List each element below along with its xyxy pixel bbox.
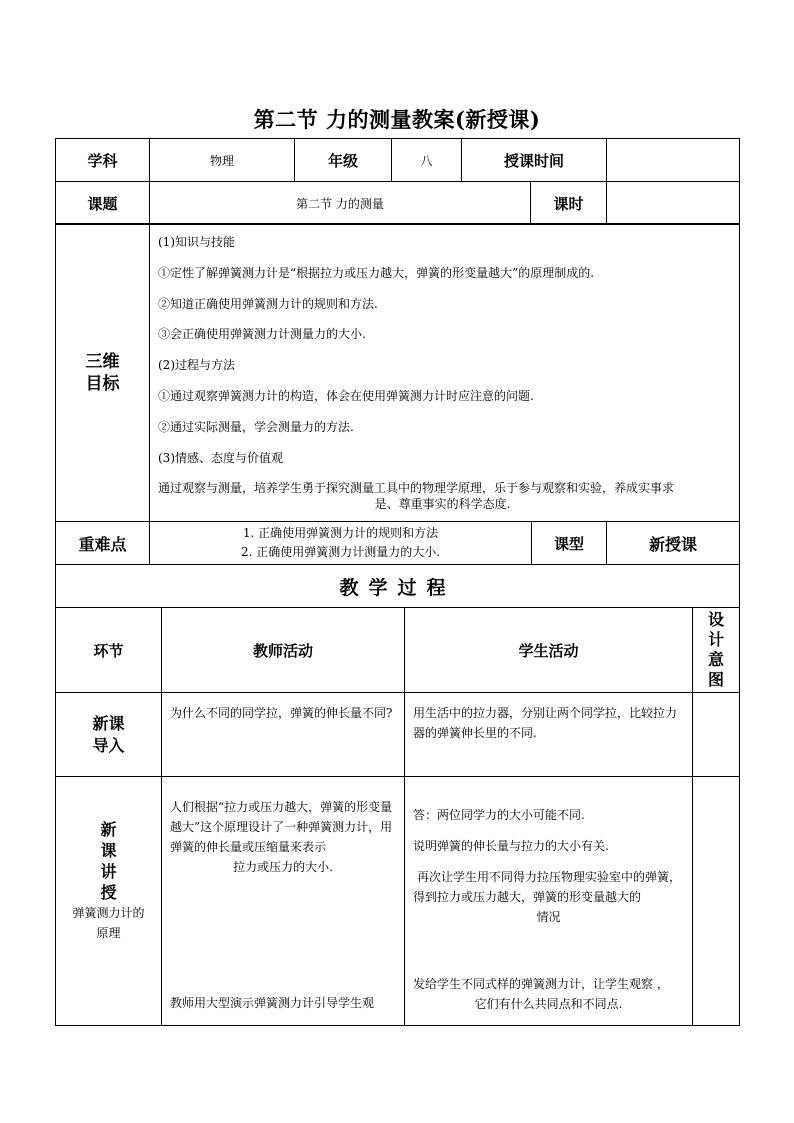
teacher-activity-intro <box>162 693 405 777</box>
topic-value: 第二节 力的测量 <box>150 182 531 225</box>
document-title: 第二节 力的测量教案(新授课) <box>253 107 541 132</box>
stage-char: 讲 <box>100 862 117 881</box>
key-points-label: 重难点 <box>56 522 150 565</box>
student-text: 情况 <box>536 910 561 924</box>
student-activity-lesson <box>405 777 693 1026</box>
subject-label: 学科 <box>56 139 150 182</box>
col-student-header: 学生活动 <box>405 608 693 693</box>
student-activity-text: 用生活中的拉力器，分别让两个同学拉，比较拉力器的弹簧伸长里的不同. <box>413 706 678 740</box>
design-char: 计 <box>708 630 725 649</box>
objective-item: (3)情感、态度与价值观 <box>158 450 283 465</box>
subject-value: 物理 <box>150 139 295 182</box>
student-text: 说明弹簧的伸长量与拉力的大小有关. <box>413 839 609 853</box>
key-point-2: 2. 正确使用弹簧测力计测量力的大小. <box>240 545 441 559</box>
lesson-type-value: 新授课 <box>607 522 740 565</box>
key-points-content <box>150 522 532 565</box>
stage-new-lesson <box>56 777 162 1026</box>
student-activity-intro <box>405 693 693 777</box>
objective-item: (1)知识与技能 <box>158 235 235 249</box>
col-stage-header: 环节 <box>56 608 162 693</box>
stage-subtitle-line1: 弹簧测力计的 <box>72 906 145 920</box>
stage-subtitle <box>56 903 161 943</box>
teacher-activity-text: 为什么不同的同学拉，弹簧的伸长量不同? <box>170 706 393 720</box>
col-teacher-header: 教师活动 <box>162 608 405 693</box>
grade-value: 八 <box>392 139 462 182</box>
lesson-info-table <box>55 138 740 225</box>
objective-last-line1: 通过观察与测量，培养学生勇于探究测量工具中的物理学原理，乐于参与观察和实验，养成实事求 <box>158 481 675 496</box>
lesson-type-label: 课型 <box>532 522 607 565</box>
design-char: 图 <box>708 670 725 689</box>
teacher-text: 教师用大型演示弹簧测力计引导学生观 <box>170 996 375 1010</box>
design-char: 意 <box>708 650 725 669</box>
student-text: 发给学生不同式样的弹簧测力计，让学生观察 ， <box>413 977 669 991</box>
objective-last-line2: 是、尊重事实的科学态度. <box>374 497 511 512</box>
stage-intro <box>56 693 162 777</box>
objectives-label-line1: 三维 <box>85 351 120 372</box>
objective-item: ②通过实际测量，学会测量力的方法. <box>158 419 354 434</box>
process-heading: 教学过程 <box>56 565 740 608</box>
objective-item: ②知道正确使用弹簧测力计的规则和方法. <box>158 296 378 311</box>
objectives-label <box>56 224 150 522</box>
stage-intro-line2: 导入 <box>92 735 125 755</box>
time-value <box>607 139 740 182</box>
grade-label: 年级 <box>295 139 392 182</box>
student-text: 再次让学生用不同得力拉压物理实验室中的弹簧，得到拉力或压力越大，弹簧的形变量越大的 <box>413 870 682 904</box>
stage-subtitle-line2: 原理 <box>96 926 121 940</box>
student-text: 答：两位同学力的大小可能不同. <box>413 808 585 822</box>
objective-item: ①定性了解弹簧测力计是“根据拉力或压力越大，弹簧的形变量越大”的原理制成的. <box>158 265 595 280</box>
objective-item: ①通过观察弹簧测力计的构造，体会在使用弹簧测力计时应注意的问题. <box>158 388 534 403</box>
stage-new-lesson-title <box>56 819 161 903</box>
design-intent-lesson <box>693 777 740 1026</box>
col-design-header <box>693 608 740 693</box>
stage-intro-line1: 新课 <box>92 713 125 733</box>
period-label: 课时 <box>531 182 607 225</box>
objectives-table <box>55 223 740 565</box>
topic-label: 课题 <box>56 182 150 225</box>
period-value <box>607 182 740 225</box>
time-label: 授课时间 <box>462 139 607 182</box>
teacher-text: 人们根据“拉力或压力越大，弹簧的形变量越大”这个原理设计了一种弹簧测力计，用弹簧的伸长量或压缩量来表示 <box>170 800 393 854</box>
objective-item: (2)过程与方法 <box>158 358 235 373</box>
stage-char: 授 <box>100 883 117 902</box>
key-point-1: 1. 正确使用弹簧测力计的规则和方法 <box>242 526 439 540</box>
stage-char: 新 <box>100 820 117 839</box>
objectives-content <box>150 224 740 522</box>
objective-item <box>158 480 727 512</box>
process-table <box>55 564 740 1026</box>
design-char: 设 <box>708 610 725 629</box>
student-text: 它们有什么共同点和不同点. <box>474 997 623 1011</box>
teacher-text: 拉力或压力的大小. <box>233 860 333 874</box>
design-intent-intro <box>693 693 740 777</box>
stage-char: 课 <box>100 841 117 860</box>
objective-item: ③会正确使用弹簧测力计测量力的大小. <box>158 327 366 342</box>
objectives-label-line2: 目标 <box>85 373 120 394</box>
teacher-activity-lesson <box>162 777 405 1026</box>
